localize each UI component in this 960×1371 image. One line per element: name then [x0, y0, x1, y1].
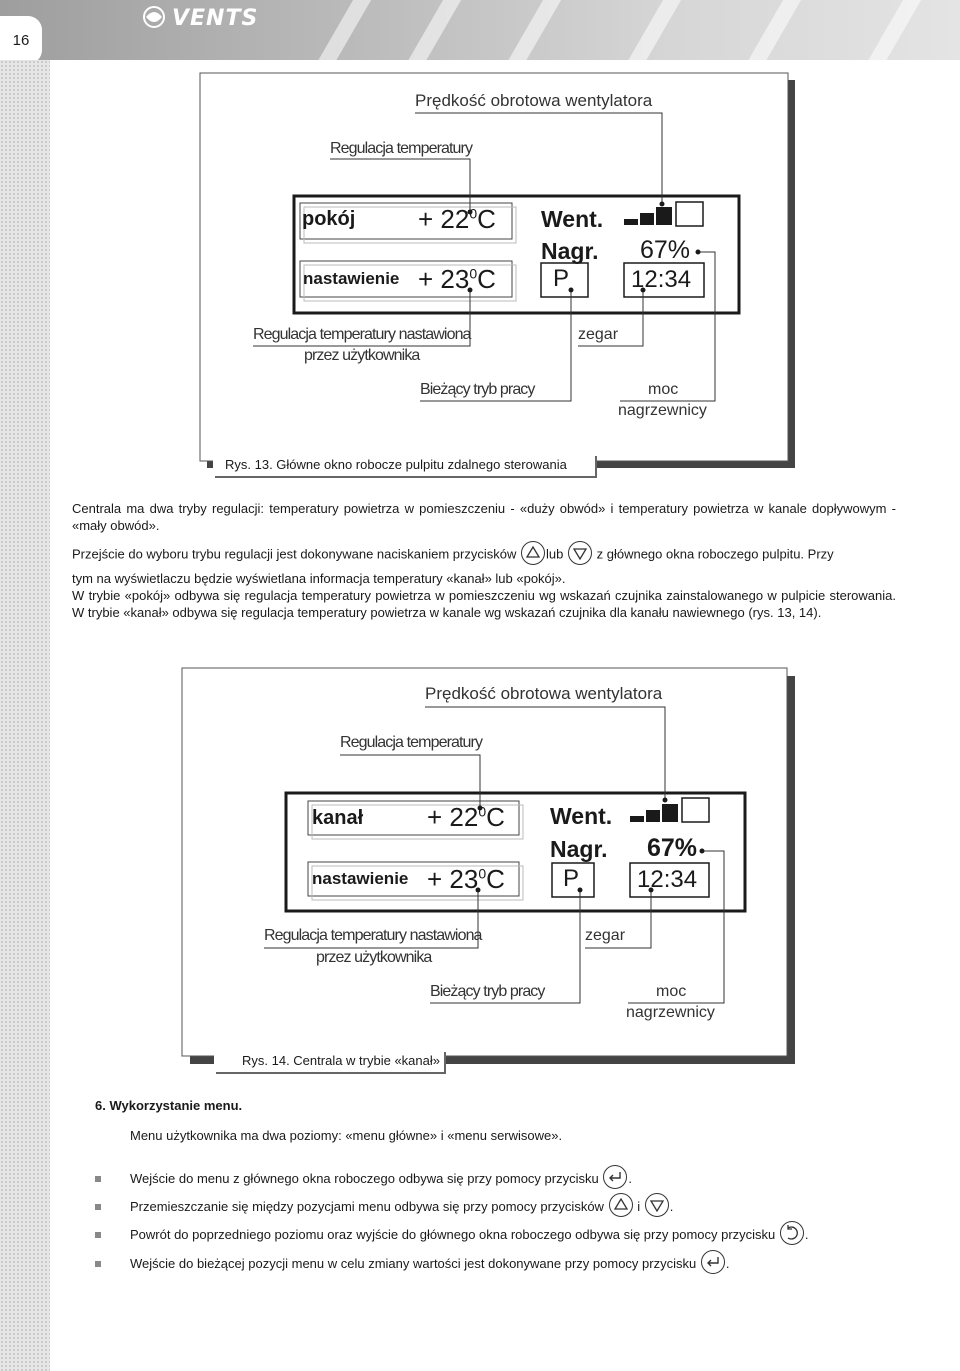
up-button-icon: [608, 1192, 634, 1221]
lcd-mode-code: P: [553, 265, 570, 292]
lcd-heater-power: 67%: [647, 834, 698, 862]
lcd-mode-label: pokój: [302, 208, 356, 230]
bullet-text: Powrót do poprzedniego poziomu oraz wyjście do głównego okna roboczego odbywa się przy pomocy przycisku: [130, 1227, 776, 1242]
bullet-text: Wejście do bieżącej pozycji menu w celu zmiany wartości jest dokonywane przy pomocy przycisku: [130, 1256, 697, 1271]
label-user-setpoint-2: przez użytkownika: [316, 949, 432, 966]
bullet-end: .: [725, 1256, 730, 1271]
label-heater-power-1: moc: [648, 381, 679, 398]
selection-text-lub: lub: [546, 546, 564, 562]
list-item: [95, 1164, 632, 1193]
enter-button-icon: [602, 1164, 628, 1193]
label-user-setpoint-1: Regulacja temperatury nastawiona: [253, 326, 471, 343]
label-temp-regulation: Regulacja temperatury: [340, 734, 483, 751]
selection-text-c: tym na wyświetlaczu będzie wyświetlana informacja temperatury «kanał» lub «pokój».: [72, 571, 566, 586]
label-clock: zegar: [585, 927, 626, 944]
selection-text-a: Przejście do wyboru trybu regulacji jest dokonywane naciskaniem przycisków: [72, 546, 517, 562]
lcd-setpoint-label: nastawienie: [303, 269, 400, 288]
back-button-icon: [779, 1220, 805, 1249]
label-clock: zegar: [578, 326, 619, 343]
bullet-square: [95, 1232, 101, 1238]
deg-sign: 0: [469, 265, 478, 282]
paragraph-modes-text: Centrala ma dwa tryby regulacji: temperatury powietrza w pomieszczeniu - «duży obwód» i temperatury powietrza w kanale dopływowym - «mały obwód».: [72, 501, 896, 533]
label-heater-power-2: nagrzewnicy: [626, 1004, 715, 1021]
bullet-square: [95, 1204, 101, 1210]
figure-13-caption: Rys. 13. Główne okno robocze pulpitu zdalnego sterowania: [213, 454, 595, 476]
room-temp-value: + 22: [418, 204, 470, 234]
label-heater-power-2: nagrzewnicy: [618, 402, 707, 419]
bullet-end: .: [804, 1227, 809, 1242]
page-number-text: 16: [12, 31, 30, 49]
lcd-heater-power: 67%: [640, 236, 691, 264]
label-user-setpoint-2: przez użytkownika: [304, 347, 420, 364]
label-current-mode: Bieżący tryb pracy: [420, 381, 535, 398]
bullet-end: .: [669, 1199, 674, 1214]
label-current-mode: Bieżący tryb pracy: [430, 983, 545, 1000]
label-user-setpoint-1: Regulacja temperatury nastawiona: [264, 927, 482, 944]
list-item: [95, 1192, 673, 1221]
set-temp-value: + 23: [418, 264, 470, 294]
lcd-heater-label: Nagr.: [550, 836, 608, 862]
selection-text-d: W trybie «pokój» odbywa się regulacja temperatury powietrza w pomieszczeniu wg wskazań czujnika zainstalowanego w pulpicie sterowania. W trybie «kanał» odbywa się regulacja temperatury powietrza w kanale wg wskazań czujnika dla kanału nawiewnego (rys. 13, 14).: [72, 588, 896, 620]
section-title: 6. Wykorzystanie menu.: [95, 1098, 243, 1113]
label-fan-speed: Prędkość obrotowa wentylatora: [415, 91, 653, 110]
temp-unit: C: [486, 802, 505, 832]
label-fan-speed: Prędkość obrotowa wentylatora: [425, 684, 663, 703]
deg-sign: 0: [478, 803, 487, 820]
lcd-room-temp: [427, 802, 505, 833]
lcd-heater-label: Nagr.: [541, 238, 599, 264]
bullet-end: .: [628, 1171, 632, 1186]
lcd-mode-label: kanał: [312, 807, 364, 829]
figure-14-caption: Rys. 14. Centrala w trybie «kanał»: [214, 1050, 444, 1072]
lcd-fan-label: Went.: [550, 803, 613, 829]
down-button-icon: [644, 1192, 670, 1221]
bullet-square: [95, 1176, 101, 1182]
deg-sign: 0: [469, 205, 478, 222]
bullet-text: Wejście do menu z głównego okna roboczego odbywa się przy pomocy przycisku: [130, 1171, 599, 1186]
lcd-fan-label: Went.: [541, 206, 604, 232]
lcd-setpoint-temp: [427, 864, 505, 895]
set-temp-value: + 23: [427, 864, 479, 894]
deg-sign: 0: [478, 865, 487, 882]
selection-text-b: z głównego okna roboczego pulpitu. Przy: [596, 546, 834, 562]
lcd-clock: 12:34: [631, 266, 692, 293]
lcd-mode-code: P: [563, 865, 580, 892]
label-heater-power-1: moc: [656, 983, 687, 1000]
bullet-mid: i: [637, 1199, 641, 1214]
temp-unit: C: [477, 264, 496, 294]
label-temp-regulation: Regulacja temperatury: [330, 140, 473, 157]
temp-unit: C: [486, 864, 505, 894]
temp-unit: C: [477, 204, 496, 234]
bullet-square: [95, 1261, 101, 1267]
lcd-setpoint-label: nastawienie: [312, 869, 409, 888]
section-intro: Menu użytkownika ma dwa poziomy: «menu główne» i «menu serwisowe».: [130, 1128, 563, 1143]
lcd-clock: 12:34: [637, 866, 698, 893]
enter-button-icon: [700, 1249, 726, 1278]
bullet-text: Przemieszczanie się między pozycjami menu odbywa się przy pomocy przycisków: [130, 1199, 604, 1214]
list-item: [95, 1220, 809, 1249]
logo-wordmark: VENTS: [172, 6, 259, 30]
list-item: [95, 1249, 729, 1278]
room-temp-value: + 22: [427, 802, 479, 832]
